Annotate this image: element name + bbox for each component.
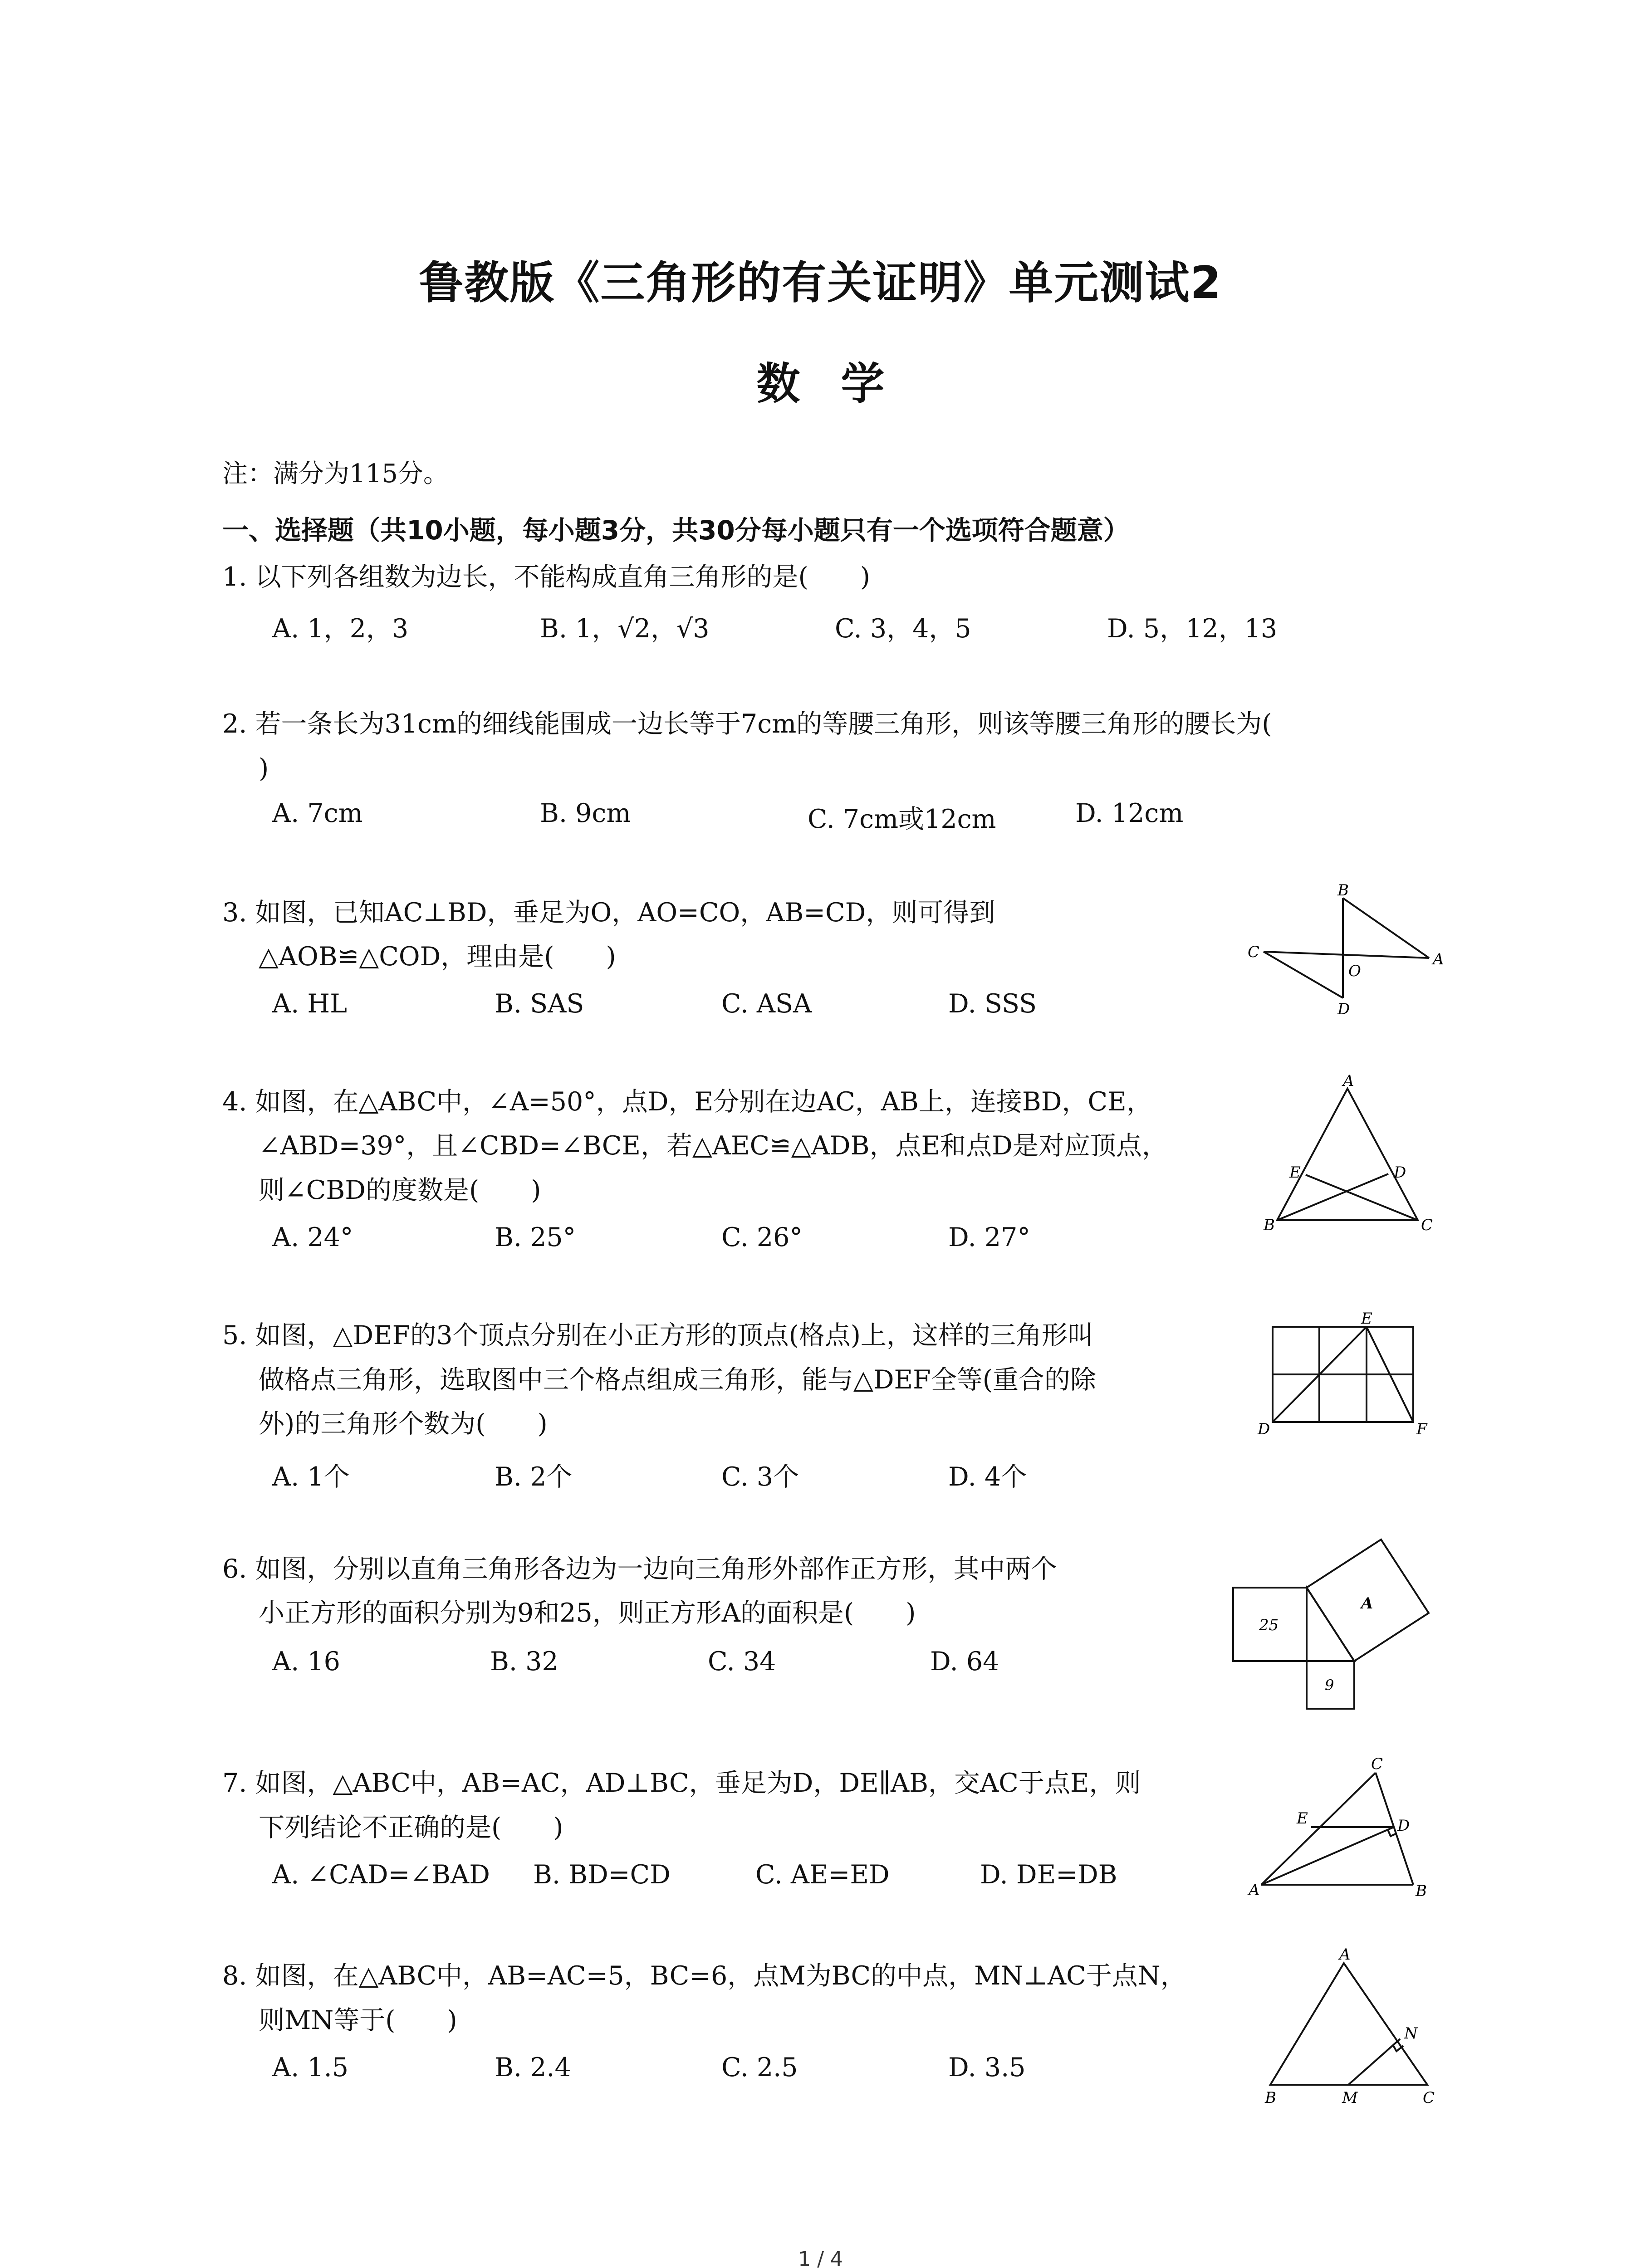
question-text: 5. 如图，△DEF的3个顶点分别在小正方形的顶点(格点)上，这样的三角形叫 xyxy=(222,1320,1093,1350)
figure-q6 xyxy=(1225,1533,1461,1737)
option-d: D. 12cm xyxy=(1075,798,1184,828)
label-e: E xyxy=(1361,1310,1372,1328)
option-c: C. 7cm或12cm xyxy=(808,804,996,834)
option-c: C. 2.5 xyxy=(721,2053,798,2082)
option-a: A. 1个 xyxy=(272,1462,350,1492)
option-c: C. 26° xyxy=(721,1222,803,1252)
option-d: D. SSS xyxy=(948,989,1037,1019)
figure-q8 xyxy=(1252,1946,1443,2109)
label-a: A xyxy=(1361,1594,1373,1613)
option-b: B. 32 xyxy=(490,1647,558,1677)
label-c: C xyxy=(1248,943,1260,961)
option-b: B. SAS xyxy=(495,989,584,1019)
figure-q3 xyxy=(1243,880,1443,1016)
option-b: B. BD=CD xyxy=(533,1860,671,1890)
label-b: B xyxy=(1265,2089,1276,2107)
question-text-cont: 做格点三角形，选取图中三个格点组成三角形，能与△DEF全等(重合的除 xyxy=(259,1365,1096,1395)
option-a: A. 7cm xyxy=(272,798,363,828)
exam-title: 鲁教版《三角形的有关证明》单元测试2 xyxy=(419,257,1222,309)
question-text-cont: △AOB≌△COD，理由是( ) xyxy=(259,942,616,972)
figure-q7 xyxy=(1243,1755,1443,1905)
option-d: D. 4个 xyxy=(948,1462,1027,1492)
option-c: C. 3，4，5 xyxy=(835,614,971,644)
question-text-cont: 下列结论不正确的是( ) xyxy=(259,1813,563,1843)
label-25: 25 xyxy=(1259,1616,1279,1634)
option-c: C. 34 xyxy=(708,1647,776,1677)
question-text-cont: 外)的三角形个数为( ) xyxy=(259,1409,548,1439)
section-heading: 一、选择题（共10小题，每小题3分，共30分每小题只有一个选项符合题意） xyxy=(222,515,1130,546)
option-b: B. 9cm xyxy=(540,798,631,828)
label-a: A xyxy=(1343,1072,1354,1090)
label-b: B xyxy=(1264,1216,1275,1234)
option-a: A. 16 xyxy=(272,1647,340,1677)
question-text-cont: ) xyxy=(259,753,269,783)
question-text: 4. 如图，在△ABC中，∠A=50°，点D，E分别在边AC，AB上，连接BD，CE， xyxy=(222,1087,1152,1117)
label-o: O xyxy=(1348,962,1361,980)
option-a: A. 1.5 xyxy=(272,2053,349,2082)
label-d: D xyxy=(1258,1420,1270,1438)
label-b: B xyxy=(1337,881,1349,899)
question-text-cont: 则∠CBD的度数是( ) xyxy=(259,1175,541,1205)
option-c: C. AE=ED xyxy=(755,1860,890,1890)
figure-q4 xyxy=(1252,1070,1443,1243)
option-c: C. 3个 xyxy=(721,1462,799,1492)
option-b: B. 25° xyxy=(495,1222,576,1252)
question-text: 8. 如图，在△ABC中，AB=AC=5，BC=6，点M为BC的中点，MN⊥AC于点N， xyxy=(222,1961,1186,1991)
label-m: M xyxy=(1342,2089,1358,2107)
question-text: 7. 如图，△ABC中，AB=AC，AD⊥BC，垂足为D，DE∥AB，交AC于点E，则 xyxy=(222,1768,1141,1798)
exam-subject: 数学 xyxy=(756,358,926,409)
question-text: 1. 以下列各组数为边长，不能构成直角三角形的是( ) xyxy=(222,562,870,592)
label-d: D xyxy=(1394,1163,1406,1182)
question-text-cont: 则MN等于( ) xyxy=(259,2005,457,2035)
label-a: A xyxy=(1339,1945,1351,1964)
label-f: F xyxy=(1416,1420,1427,1438)
label-9: 9 xyxy=(1325,1677,1334,1694)
question-text: 3. 如图，已知AC⊥BD，垂足为O，AO=CO，AB=CD，则可得到 xyxy=(222,898,995,928)
label-a: A xyxy=(1433,950,1444,968)
option-c: C. ASA xyxy=(721,989,812,1019)
label-c: C xyxy=(1421,1216,1433,1234)
label-c: C xyxy=(1371,1755,1383,1773)
option-a: A. HL xyxy=(272,989,347,1019)
label-d: D xyxy=(1397,1817,1410,1835)
label-e: E xyxy=(1297,1809,1308,1828)
score-note: 注：满分为115分。 xyxy=(222,459,449,489)
option-b: B. 2.4 xyxy=(495,2053,571,2082)
option-a: A. 1，2，3 xyxy=(272,614,409,644)
question-text: 2. 若一条长为31cm的细线能围成一边长等于7cm的等腰三角形，则该等腰三角形的腰长为( xyxy=(222,709,1272,739)
page-number: 1 / 4 xyxy=(798,2248,843,2268)
figure-q5 xyxy=(1252,1306,1443,1442)
label-e: E xyxy=(1289,1163,1301,1182)
label-n: N xyxy=(1404,2024,1418,2043)
option-d: D. 3.5 xyxy=(948,2053,1026,2082)
label-d: D xyxy=(1337,1000,1350,1018)
question-text-cont: 小正方形的面积分别为9和25，则正方形A的面积是( ) xyxy=(259,1598,916,1628)
option-d: D. 64 xyxy=(930,1647,999,1677)
option-d: D. DE=DB xyxy=(980,1860,1117,1890)
option-d: D. 27° xyxy=(948,1222,1030,1252)
label-c: C xyxy=(1423,2089,1435,2107)
option-b: B. 2个 xyxy=(495,1462,573,1492)
label-b: B xyxy=(1416,1882,1427,1900)
option-a: A. ∠CAD=∠BAD xyxy=(272,1860,490,1890)
question-text: 6. 如图，分别以直角三角形各边为一边向三角形外部作正方形，其中两个 xyxy=(222,1554,1057,1584)
option-b: B. 1，√2，√3 xyxy=(540,614,710,644)
label-a: A xyxy=(1249,1881,1260,1899)
question-text-cont: ∠ABD=39°，且∠CBD=∠BCE，若△AEC≌△ADB，点E和点D是对应顶点， xyxy=(259,1131,1168,1161)
option-a: A. 24° xyxy=(272,1222,353,1252)
option-d: D. 5，12，13 xyxy=(1107,614,1278,644)
